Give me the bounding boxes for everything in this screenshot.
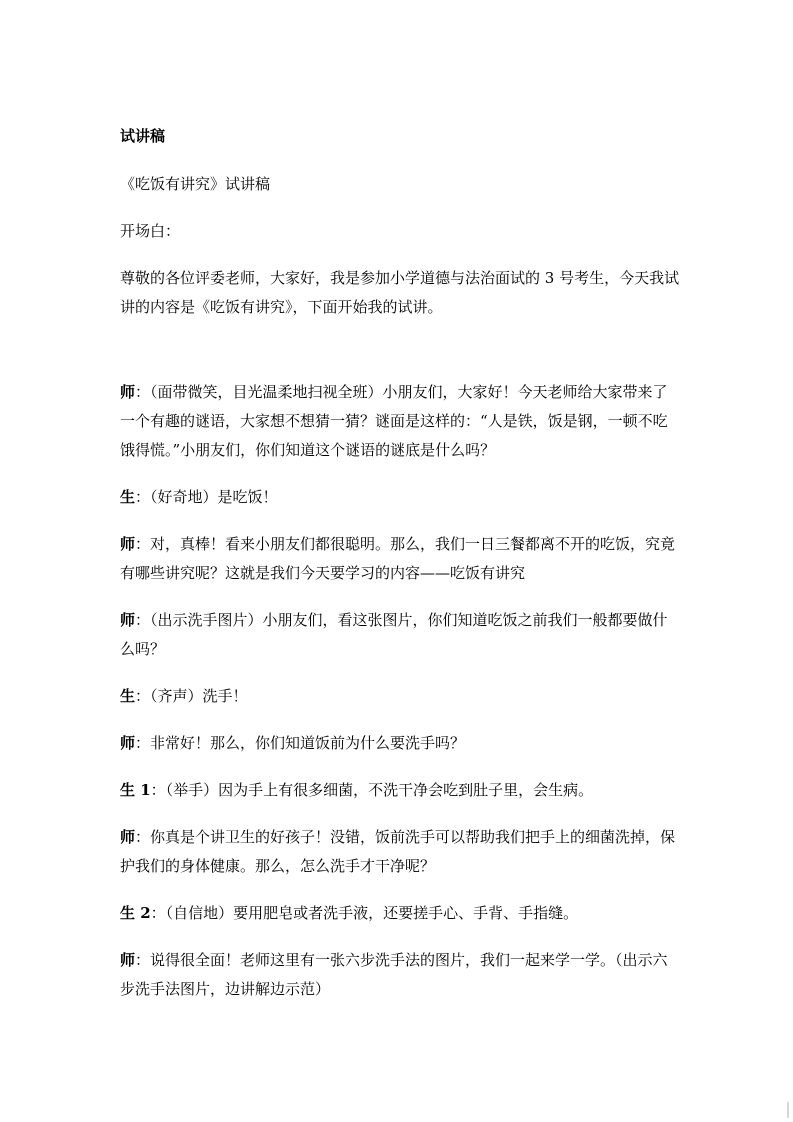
speaker-label: 师 — [120, 951, 136, 969]
document-title: 试讲稿 — [120, 127, 166, 145]
dialogue-line — [120, 530, 680, 588]
speaker-label: 生 — [120, 488, 136, 506]
dialogue-line — [120, 823, 680, 881]
opening-label: 开场白： — [120, 222, 181, 240]
page-edge-mark — [787, 1102, 789, 1118]
opening-paragraph: 尊敬的各位评委老师，大家好，我是参加小学道德与法治面试的 3 号考生，今天我试讲的内容是《吃饭有讲究》，下面开始我的试讲。 — [120, 269, 680, 316]
dialogue-line — [120, 899, 680, 928]
section-spacer — [120, 340, 680, 378]
speaker-label: 师 — [120, 535, 136, 553]
dialogue-line — [120, 606, 680, 664]
speaker-label: 生 1 — [120, 781, 151, 799]
dialogue-text: ：（出示洗手图片）小朋友们，看这张图片，你们知道吃饭之前我们一般都要做什么吗？ — [120, 611, 668, 658]
dialogue-text: ：（面带微笑，目光温柔地扫视全班）小朋友们，大家好！今天老师给大家带来了一个有趣的谜语，大家想不想猜一猜？谜面是这样的：“人是铁，饭是钢，一顿不吃饿得慌。”小朋友们，你们知道这个谜语的谜底是什么吗？ — [120, 383, 668, 459]
dialogue-text: ：（举手）因为手上有很多细菌，不洗干净会吃到肚子里，会生病。 — [150, 781, 594, 799]
dialogue-text: ：（齐声）洗手！ — [135, 687, 248, 705]
speaker-label: 师 — [120, 828, 136, 846]
dialogue-line — [120, 946, 680, 1004]
speaker-label: 生 2 — [120, 904, 151, 922]
document-body — [120, 122, 680, 1022]
dialogue-text: ：（好奇地）是吃饭！ — [135, 488, 278, 506]
dialogue-line — [120, 682, 680, 711]
speaker-label: 师 — [120, 611, 136, 629]
document-subtitle: 《吃饭有讲究》试讲稿 — [120, 175, 271, 193]
dialogue-text: ：你真是个讲卫生的好孩子！没错，饭前洗手可以帮助我们把手上的细菌洗掉，保护我们的身体健康。那么，怎么洗手才干净呢？ — [120, 828, 676, 875]
speaker-label: 师 — [120, 734, 136, 752]
dialogue-line — [120, 729, 680, 758]
dialogue-text: ：对，真棒！看来小朋友们都很聪明。那么，我们一日三餐都离不开的吃饭，究竟有哪些讲究呢？这就是我们今天要学习的内容——吃饭有讲究 — [120, 535, 676, 582]
dialogue-text: ：说得很全面！老师这里有一张六步洗手法的图片，我们一起来学一学。（出示六步洗手法图片，边讲解边示范） — [120, 951, 668, 998]
dialogue-line — [120, 483, 680, 512]
dialogue-text: ：非常好！那么，你们知道饭前为什么要洗手吗？ — [135, 734, 466, 752]
dialogue-line — [120, 378, 680, 465]
speaker-label: 生 — [120, 687, 136, 705]
dialogue-line — [120, 776, 680, 805]
speaker-label: 师 — [120, 383, 136, 401]
dialogue-text: ：（自信地）要用肥皂或者洗手液，还要搓手心、手背、手指缝。 — [150, 904, 579, 922]
